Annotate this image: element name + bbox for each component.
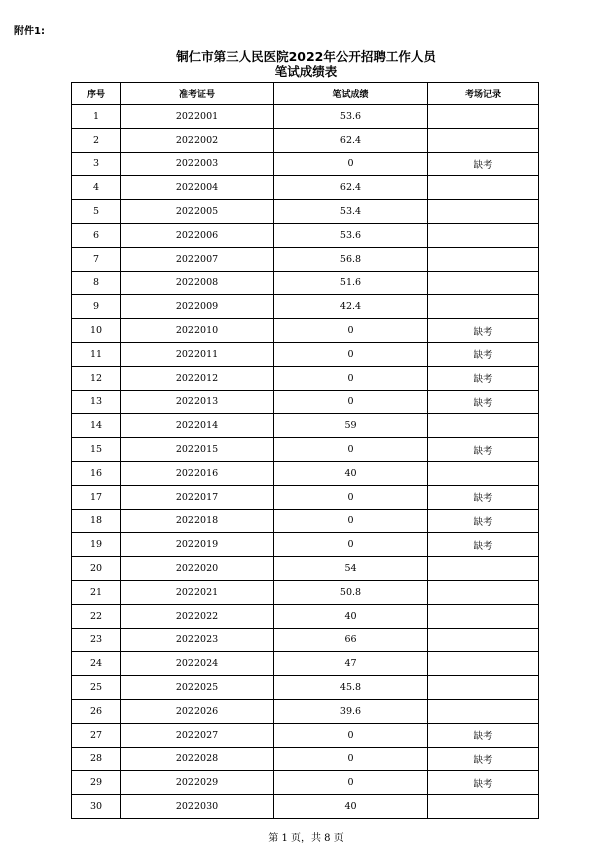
cell-score: 47 bbox=[274, 652, 428, 676]
cell-score: 51.6 bbox=[274, 271, 428, 295]
cell-ticket-no: 2022019 bbox=[121, 533, 274, 557]
attachment-label: 附件1: bbox=[14, 26, 45, 37]
cell-ticket-no: 2022028 bbox=[121, 747, 274, 771]
table-row bbox=[72, 771, 539, 795]
cell-ticket-no: 2022014 bbox=[121, 414, 274, 438]
cell-score: 0 bbox=[274, 438, 428, 462]
table-row bbox=[72, 223, 539, 247]
cell-seq: 11 bbox=[72, 342, 121, 366]
cell-record bbox=[428, 699, 539, 723]
cell-seq: 4 bbox=[72, 176, 121, 200]
cell-ticket-no: 2022006 bbox=[121, 223, 274, 247]
cell-record: 缺考 bbox=[428, 319, 539, 343]
document-title: 铜仁市第三人民医院2022年公开招聘工作人员 bbox=[176, 49, 436, 64]
table-row bbox=[72, 795, 539, 819]
cell-record: 缺考 bbox=[428, 723, 539, 747]
cell-record bbox=[428, 247, 539, 271]
cell-seq: 3 bbox=[72, 152, 121, 176]
cell-ticket-no: 2022025 bbox=[121, 676, 274, 700]
cell-ticket-no: 2022002 bbox=[121, 128, 274, 152]
cell-score: 62.4 bbox=[274, 128, 428, 152]
table-body bbox=[72, 105, 539, 819]
cell-record: 缺考 bbox=[428, 533, 539, 557]
cell-ticket-no: 2022021 bbox=[121, 580, 274, 604]
table-row bbox=[72, 128, 539, 152]
cell-ticket-no: 2022005 bbox=[121, 200, 274, 224]
cell-score: 0 bbox=[274, 747, 428, 771]
cell-record: 缺考 bbox=[428, 390, 539, 414]
cell-record bbox=[428, 128, 539, 152]
header-seq: 序号 bbox=[72, 83, 121, 105]
cell-seq: 1 bbox=[72, 105, 121, 129]
cell-record: 缺考 bbox=[428, 509, 539, 533]
table-row bbox=[72, 414, 539, 438]
cell-score: 66 bbox=[274, 628, 428, 652]
cell-seq: 15 bbox=[72, 438, 121, 462]
cell-score: 0 bbox=[274, 319, 428, 343]
cell-record bbox=[428, 557, 539, 581]
header-record: 考场记录 bbox=[428, 83, 539, 105]
cell-record: 缺考 bbox=[428, 152, 539, 176]
table-row bbox=[72, 604, 539, 628]
cell-ticket-no: 2022013 bbox=[121, 390, 274, 414]
cell-ticket-no: 2022022 bbox=[121, 604, 274, 628]
cell-ticket-no: 2022018 bbox=[121, 509, 274, 533]
cell-seq: 26 bbox=[72, 699, 121, 723]
cell-score: 0 bbox=[274, 771, 428, 795]
cell-ticket-no: 2022023 bbox=[121, 628, 274, 652]
cell-ticket-no: 2022010 bbox=[121, 319, 274, 343]
cell-seq: 8 bbox=[72, 271, 121, 295]
cell-seq: 16 bbox=[72, 461, 121, 485]
cell-record bbox=[428, 604, 539, 628]
table-row bbox=[72, 747, 539, 771]
cell-seq: 14 bbox=[72, 414, 121, 438]
cell-score: 50.8 bbox=[274, 580, 428, 604]
cell-record: 缺考 bbox=[428, 438, 539, 462]
score-table bbox=[71, 82, 539, 819]
cell-record bbox=[428, 795, 539, 819]
cell-score: 40 bbox=[274, 604, 428, 628]
cell-ticket-no: 2022017 bbox=[121, 485, 274, 509]
cell-score: 0 bbox=[274, 509, 428, 533]
table-row bbox=[72, 438, 539, 462]
cell-record bbox=[428, 414, 539, 438]
cell-ticket-no: 2022030 bbox=[121, 795, 274, 819]
cell-ticket-no: 2022029 bbox=[121, 771, 274, 795]
table-header-row bbox=[72, 83, 539, 105]
cell-record: 缺考 bbox=[428, 485, 539, 509]
cell-score: 59 bbox=[274, 414, 428, 438]
cell-record bbox=[428, 461, 539, 485]
header-ticket-no: 准考证号 bbox=[121, 83, 274, 105]
cell-score: 0 bbox=[274, 366, 428, 390]
table-row bbox=[72, 247, 539, 271]
cell-record bbox=[428, 200, 539, 224]
table-row bbox=[72, 652, 539, 676]
cell-ticket-no: 2022027 bbox=[121, 723, 274, 747]
table-row bbox=[72, 342, 539, 366]
cell-seq: 6 bbox=[72, 223, 121, 247]
cell-ticket-no: 2022016 bbox=[121, 461, 274, 485]
table-row bbox=[72, 461, 539, 485]
table-row bbox=[72, 152, 539, 176]
table-row bbox=[72, 557, 539, 581]
cell-seq: 27 bbox=[72, 723, 121, 747]
cell-seq: 22 bbox=[72, 604, 121, 628]
document-subtitle: 笔试成绩表 bbox=[274, 64, 338, 79]
cell-ticket-no: 2022003 bbox=[121, 152, 274, 176]
cell-record bbox=[428, 271, 539, 295]
cell-ticket-no: 2022007 bbox=[121, 247, 274, 271]
cell-record bbox=[428, 295, 539, 319]
table-row bbox=[72, 105, 539, 129]
cell-record bbox=[428, 223, 539, 247]
cell-ticket-no: 2022001 bbox=[121, 105, 274, 129]
cell-ticket-no: 2022011 bbox=[121, 342, 274, 366]
cell-record bbox=[428, 676, 539, 700]
table-row bbox=[72, 176, 539, 200]
cell-seq: 20 bbox=[72, 557, 121, 581]
cell-score: 53.6 bbox=[274, 105, 428, 129]
header-score: 笔试成绩 bbox=[274, 83, 428, 105]
cell-seq: 12 bbox=[72, 366, 121, 390]
cell-score: 62.4 bbox=[274, 176, 428, 200]
cell-score: 53.4 bbox=[274, 200, 428, 224]
cell-seq: 25 bbox=[72, 676, 121, 700]
table-row bbox=[72, 485, 539, 509]
cell-record bbox=[428, 105, 539, 129]
cell-seq: 9 bbox=[72, 295, 121, 319]
table-row bbox=[72, 509, 539, 533]
cell-seq: 24 bbox=[72, 652, 121, 676]
cell-record bbox=[428, 652, 539, 676]
cell-ticket-no: 2022015 bbox=[121, 438, 274, 462]
cell-seq: 7 bbox=[72, 247, 121, 271]
cell-seq: 29 bbox=[72, 771, 121, 795]
cell-score: 54 bbox=[274, 557, 428, 581]
cell-seq: 18 bbox=[72, 509, 121, 533]
cell-seq: 5 bbox=[72, 200, 121, 224]
cell-ticket-no: 2022026 bbox=[121, 699, 274, 723]
cell-seq: 23 bbox=[72, 628, 121, 652]
cell-score: 42.4 bbox=[274, 295, 428, 319]
table-row bbox=[72, 390, 539, 414]
cell-seq: 19 bbox=[72, 533, 121, 557]
table-row bbox=[72, 319, 539, 343]
cell-score: 0 bbox=[274, 390, 428, 414]
cell-score: 0 bbox=[274, 485, 428, 509]
cell-ticket-no: 2022020 bbox=[121, 557, 274, 581]
cell-score: 56.8 bbox=[274, 247, 428, 271]
cell-record bbox=[428, 628, 539, 652]
cell-seq: 17 bbox=[72, 485, 121, 509]
table-row bbox=[72, 723, 539, 747]
table-row bbox=[72, 271, 539, 295]
table-row bbox=[72, 699, 539, 723]
cell-ticket-no: 2022012 bbox=[121, 366, 274, 390]
table-row bbox=[72, 580, 539, 604]
cell-record: 缺考 bbox=[428, 342, 539, 366]
cell-seq: 2 bbox=[72, 128, 121, 152]
cell-record bbox=[428, 176, 539, 200]
cell-record bbox=[428, 580, 539, 604]
cell-record: 缺考 bbox=[428, 366, 539, 390]
cell-score: 53.6 bbox=[274, 223, 428, 247]
cell-seq: 28 bbox=[72, 747, 121, 771]
cell-record: 缺考 bbox=[428, 771, 539, 795]
cell-ticket-no: 2022008 bbox=[121, 271, 274, 295]
cell-seq: 30 bbox=[72, 795, 121, 819]
table-row bbox=[72, 676, 539, 700]
cell-ticket-no: 2022024 bbox=[121, 652, 274, 676]
cell-score: 40 bbox=[274, 795, 428, 819]
table-row bbox=[72, 533, 539, 557]
table-row bbox=[72, 628, 539, 652]
cell-ticket-no: 2022004 bbox=[121, 176, 274, 200]
cell-score: 40 bbox=[274, 461, 428, 485]
cell-seq: 13 bbox=[72, 390, 121, 414]
cell-score: 0 bbox=[274, 723, 428, 747]
cell-seq: 21 bbox=[72, 580, 121, 604]
cell-score: 0 bbox=[274, 342, 428, 366]
cell-score: 39.6 bbox=[274, 699, 428, 723]
cell-seq: 10 bbox=[72, 319, 121, 343]
page-footer: 第 1 页，共 8 页 bbox=[268, 833, 344, 844]
cell-score: 45.8 bbox=[274, 676, 428, 700]
cell-score: 0 bbox=[274, 152, 428, 176]
cell-ticket-no: 2022009 bbox=[121, 295, 274, 319]
cell-score: 0 bbox=[274, 533, 428, 557]
table-row bbox=[72, 295, 539, 319]
table-row bbox=[72, 366, 539, 390]
table-row bbox=[72, 200, 539, 224]
cell-record: 缺考 bbox=[428, 747, 539, 771]
